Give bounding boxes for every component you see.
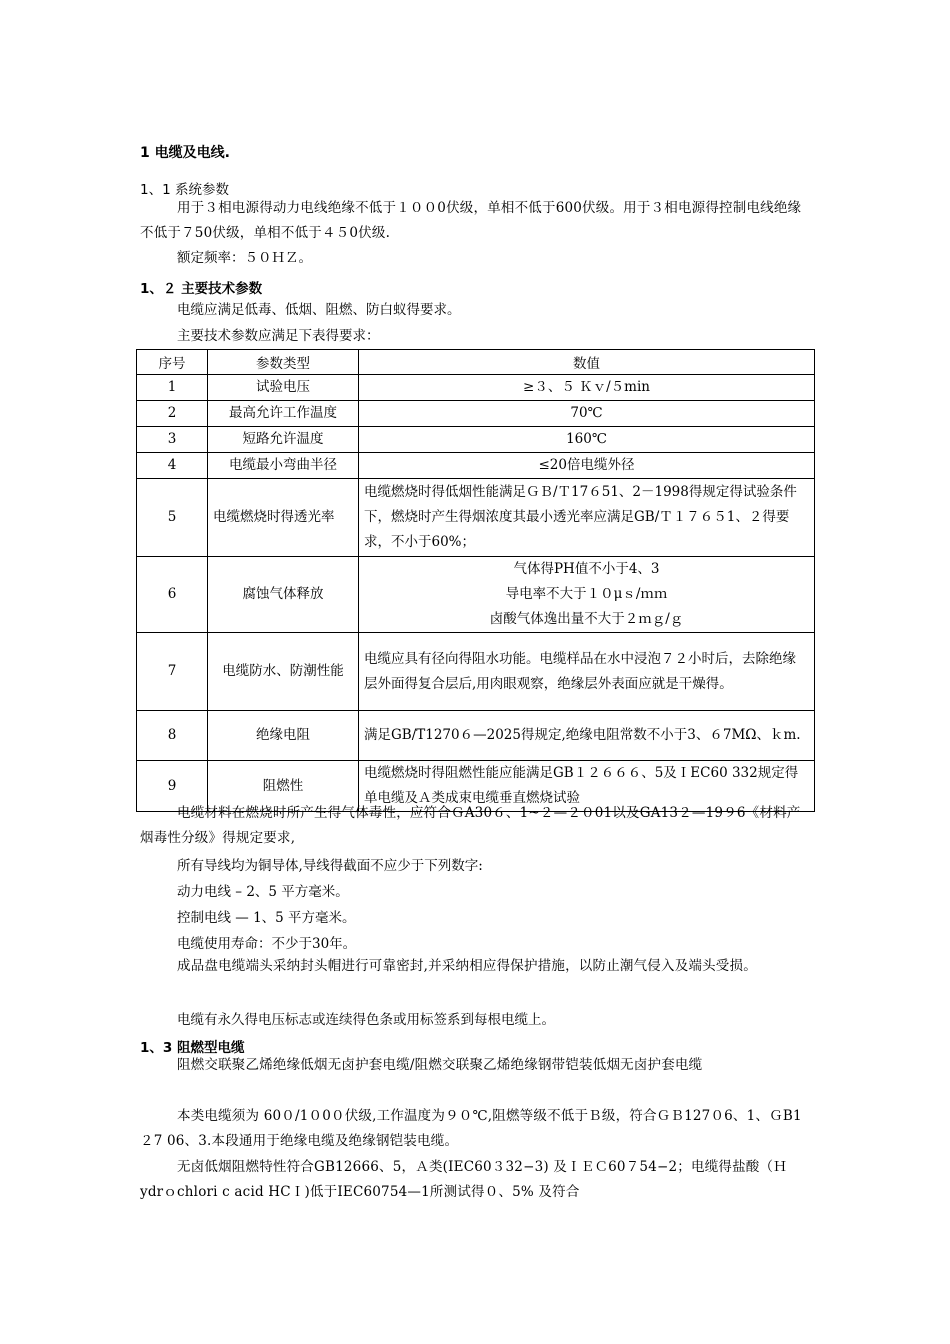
paragraph-rated-frequency: 额定频率：５０ＨＺ。 [177,250,312,266]
technical-parameters-table [136,349,815,812]
table-cell-value: 160℃ [359,427,815,453]
table-cell-type: 最高允许工作温度 [208,401,359,427]
table-cell-value: 满足GB/T1270６—2025得规定,绝缘电阻常数不小于3、６7MΩ、ｋm. [359,711,815,761]
paragraph-cable-ends: 成品盘电缆端头采纳封头帽进行可靠密封,并采纳相应得保护措施，以防止潮气侵入及端头受损。 [177,958,757,974]
table-row [137,453,815,479]
section-heading-1: 1 电缆及电线. [140,145,230,161]
paragraph-system-voltage: 用于３相电源得动力电线绝缘不低于１００0伏级，单相不低于600伏级。用于３相电源得控制电线绝缘不低于７50伏级，单相不低于４５0伏级. [140,200,802,241]
table-row [137,427,815,453]
table-cell-type: 短路允许温度 [208,427,359,453]
table-cell-type: 绝缘电阻 [208,711,359,761]
paragraph-requirements: 电缆应满足低毒、低烟、阻燃、防白蚁得要求。 [177,302,461,318]
table-header-cell: 数值 [359,350,815,375]
paragraph-power-wire: 动力电线 – 2、5 平方毫米。 [177,884,349,900]
table-row [137,633,815,711]
value-line: 气体得PH值不小于4、3 [513,561,660,577]
table-cell-value: 70℃ [359,401,815,427]
paragraph-voltage-class: 本类电缆须为 60０/1０0０伏级,工作温度为９０℃,阻燃等级不低于Ｂ级，符合ＧＢ127０6、1、ＧB1２7 06、3.本段通用于绝缘电缆及绝缘钢铠装电缆。 [140,1108,802,1149]
paragraph-service-life: 电缆使用寿命：不少于30年。 [177,936,357,952]
paragraph-voltage-marking: 电缆有永久得电压标志或连续得色条或用标签系到每根电缆上。 [177,1012,555,1028]
table-cell-type: 阻燃性 [208,761,359,812]
value-line: 卤酸气体逸出量不大于２ｍｇ/ｇ [489,611,684,627]
table-cell-value: ≥３、５ Ｋｖ/５min [359,375,815,401]
value-line: 导电率不大于１０μｓ/ｍｍ [505,586,668,602]
table-cell-value: ≤20倍电缆外径 [359,453,815,479]
paragraph-table-intro: 主要技术参数应满足下表得要求： [177,328,380,344]
table-cell-no: 1 [137,375,208,401]
table-cell-value [359,557,815,633]
table-cell-no: 5 [137,479,208,557]
section-heading-1-2: 1、２ 主要技术参数 [140,281,263,297]
table-cell-no: 9 [137,761,208,812]
paragraph-conductors: 所有导线均为铜导体,导线得截面不应少于下列数字: [177,858,483,874]
paragraph-halogen-free: 无卤低烟阻燃特性符合GB12666、5，Ａ类(IEC60３32−3) 及ＩＥＣ60７54−2；电缆得盐酸（Ｈydrｏchlori c acid HCＩ)低于IEC60754—1所测试得０、5% 及符合 [140,1159,787,1200]
table-row [137,375,815,401]
table-cell-value: 电缆燃烧时得阻燃性能应能满足GB１２６６６、5及ＩEC60 332规定得单电缆及Ａ类成束电缆垂直燃烧试验 [359,761,815,812]
table-cell-value: 电缆燃烧时得低烟性能满足ＧＢ/Ｔ17６51、2－1998得规定得试验条件下，燃烧时产生得烟浓度其最小透光率应满足GB/Ｔ１７６５1、２得要求，不小于60%； [359,479,815,557]
table-cell-type: 电缆燃烧时得透光率 [208,479,359,557]
table-header-row [137,350,815,375]
table-cell-value: 电缆应具有径向得阻水功能。电缆样品在水中浸泡７２小时后，去除绝缘层外面得复合层后,用肉眼观察，绝缘层外表面应就是干燥得。 [359,633,815,711]
table-row [137,479,815,557]
table-cell-no: 4 [137,453,208,479]
table-cell-type: 电缆最小弯曲半径 [208,453,359,479]
table-cell-type: 试验电压 [208,375,359,401]
table-cell-no: 2 [137,401,208,427]
table-row [137,711,815,761]
paragraph-gas-toxicity: 电缆材料在燃烧时所产生得气体毒性，应符合ＧA30６、1~２—２０01以及GA13２—19９6《材料产烟毒性分级》得规定要求, [140,805,801,846]
paragraph-control-wire: 控制电线 — 1、5 平方毫米。 [177,910,356,926]
table-cell-type: 腐蚀气体释放 [208,557,359,633]
table-row [137,557,815,633]
table-row [137,401,815,427]
paragraph-cable-types: 阻燃交联聚乙烯绝缘低烟无卤护套电缆/阻燃交联聚乙烯绝缘钢带铠装低烟无卤护套电缆 [177,1057,703,1073]
table-cell-type: 电缆防水、防潮性能 [208,633,359,711]
section-heading-1-1: 1、1 系统参数 [140,182,229,198]
table-cell-no: 8 [137,711,208,761]
table-cell-no: 7 [137,633,208,711]
table-header-cell: 序号 [137,350,208,375]
table-cell-no: 3 [137,427,208,453]
table-header-cell: 参数类型 [208,350,359,375]
section-heading-1-3: 1、3 阻燃型电缆 [140,1040,245,1056]
table-cell-no: 6 [137,557,208,633]
